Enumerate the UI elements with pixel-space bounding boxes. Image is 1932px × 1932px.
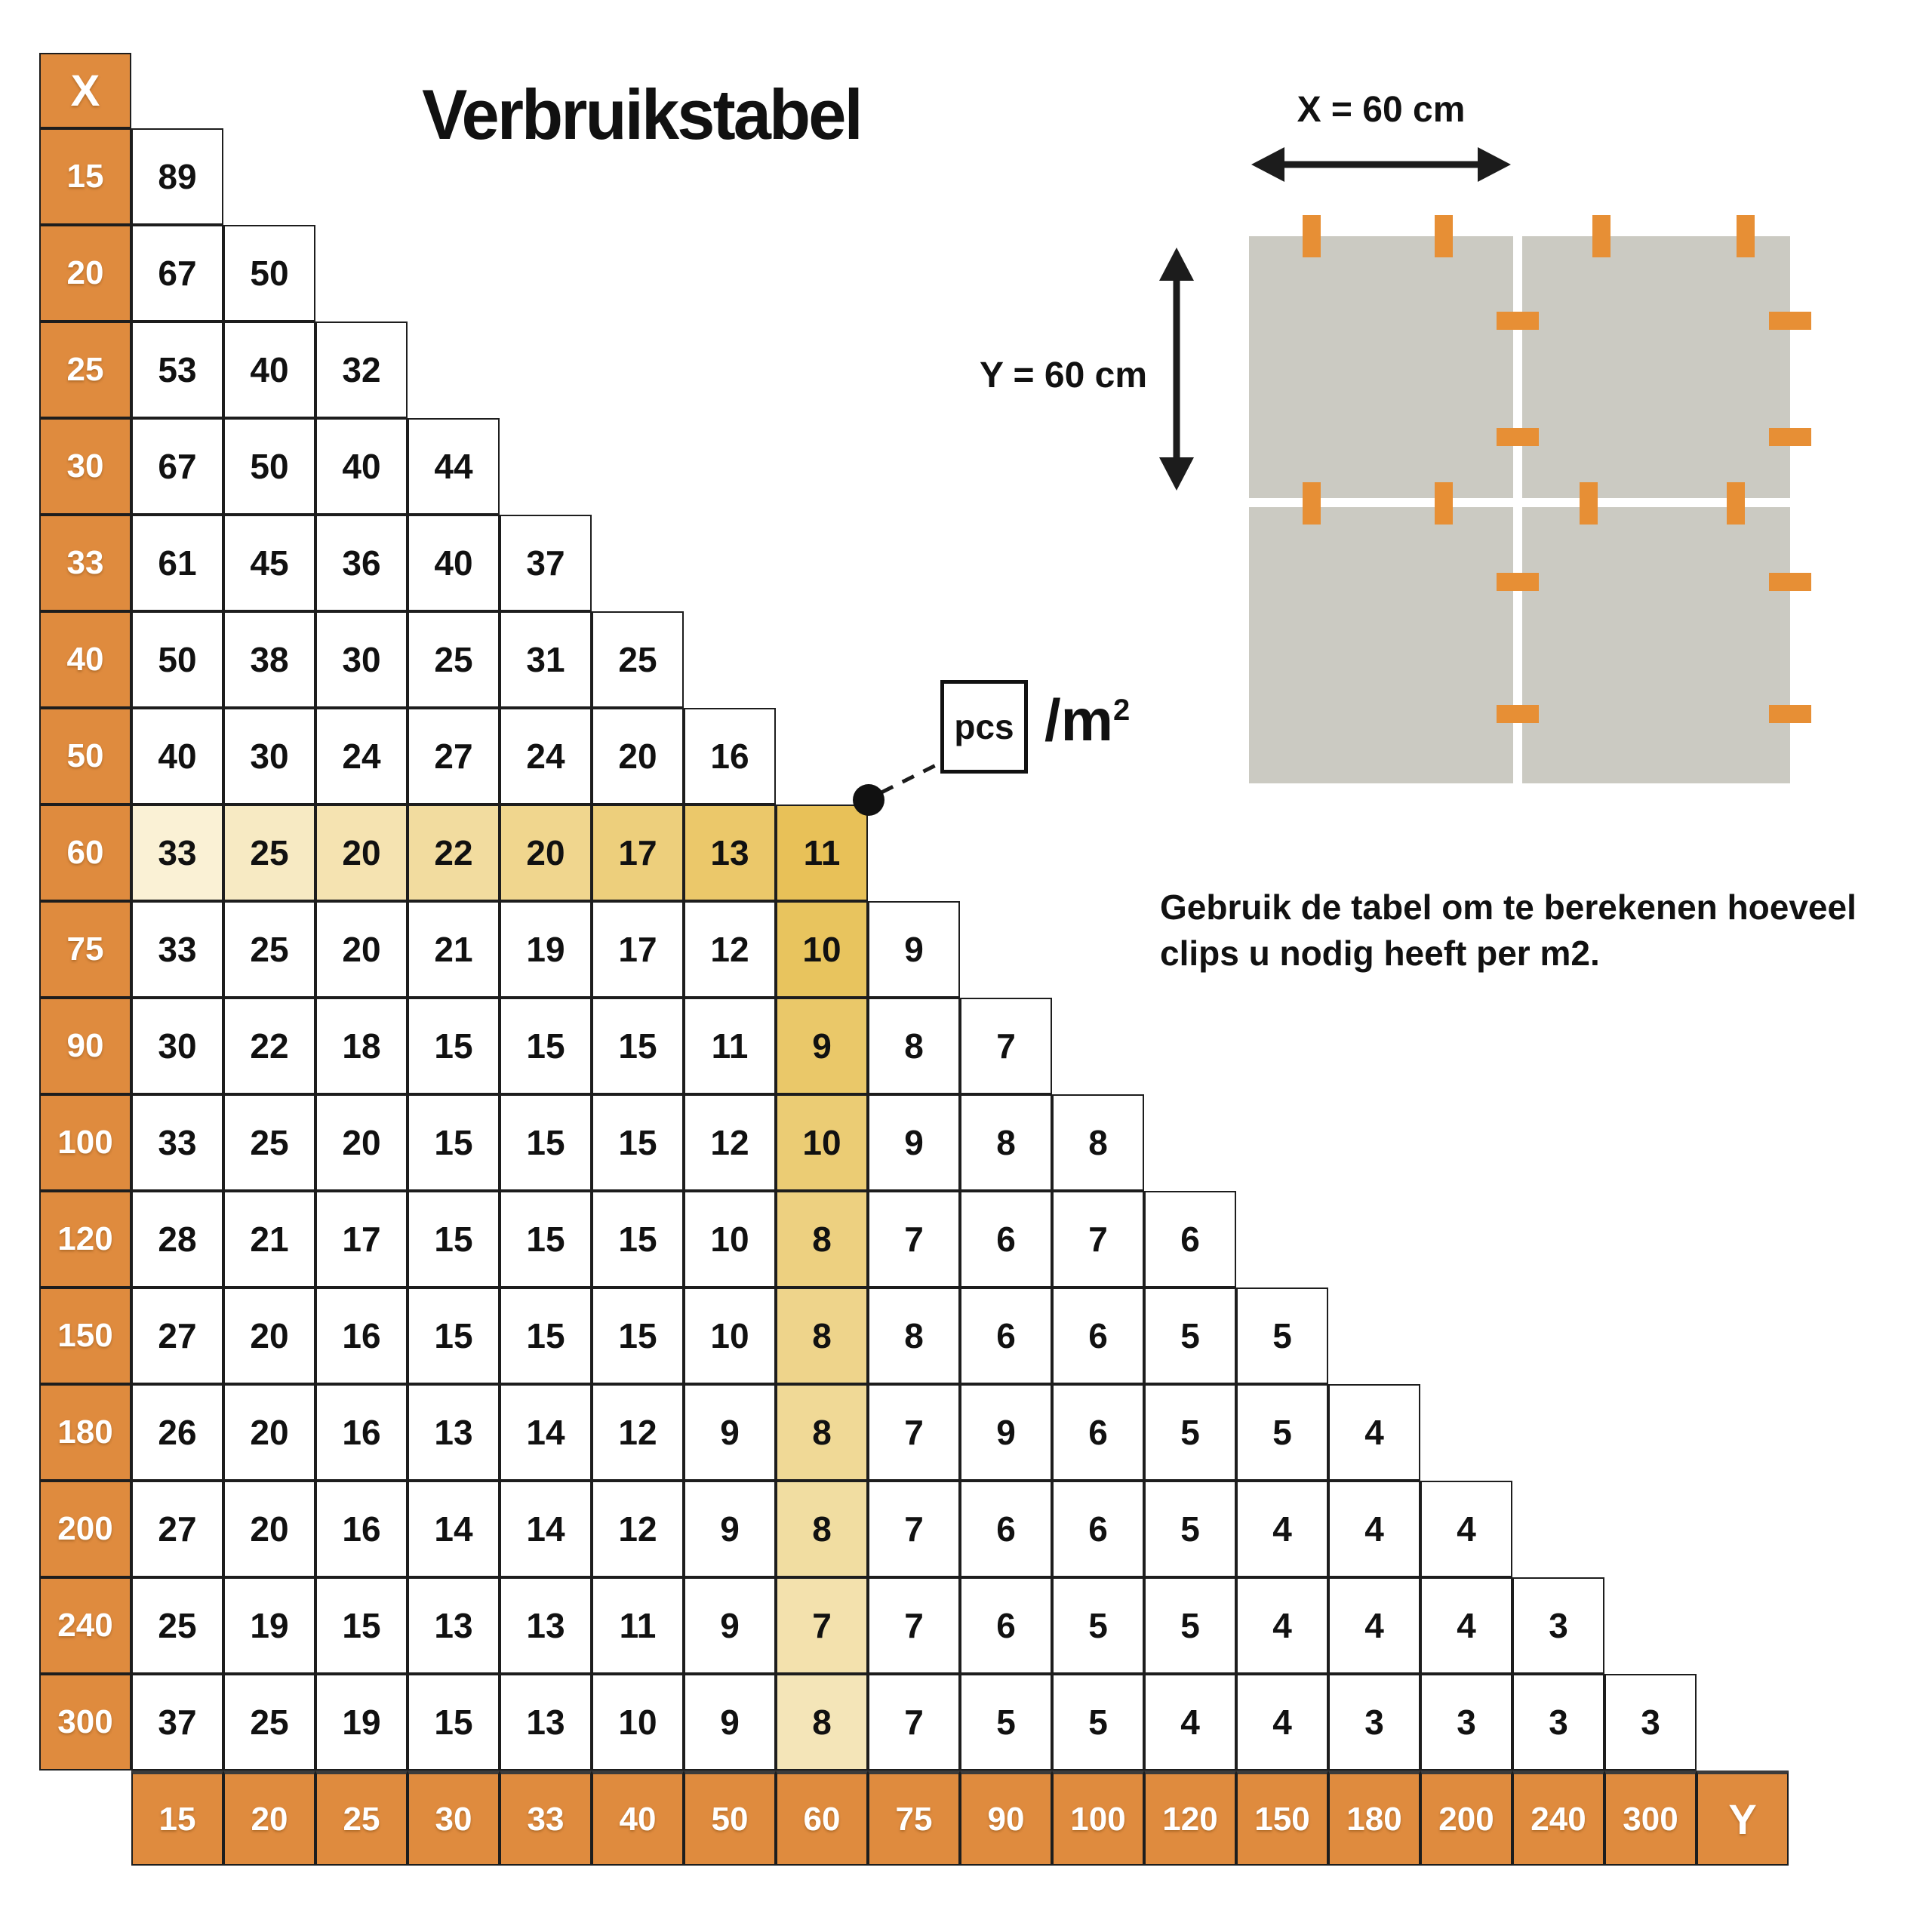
- y-axis-label: 150: [1236, 1770, 1328, 1866]
- table-cell: 32: [315, 321, 408, 418]
- table-cell: 8: [776, 1191, 868, 1287]
- y-axis-label: 120: [1144, 1770, 1236, 1866]
- table-cell: 25: [592, 611, 684, 708]
- table-cell: 16: [684, 708, 776, 804]
- table-cell: 30: [315, 611, 408, 708]
- table-cell: 14: [408, 1481, 500, 1577]
- y-axis-label: 200: [1420, 1770, 1512, 1866]
- y-axis-label: 25: [315, 1770, 408, 1866]
- x-axis-label: 300: [39, 1674, 131, 1770]
- table-cell: 15: [408, 1191, 500, 1287]
- table-cell: 12: [684, 1094, 776, 1191]
- table-cell: 15: [500, 1191, 592, 1287]
- table-cell: 11: [684, 998, 776, 1094]
- table-cell: 5: [1236, 1384, 1328, 1481]
- usage-description: Gebruik de tabel om te berekenen hoeveel clips u nodig heeft per m2.: [1160, 888, 1857, 974]
- table-cell: 31: [500, 611, 592, 708]
- table-cell: 15: [500, 1094, 592, 1191]
- x-dimension-label: X = 60 cm: [1297, 90, 1466, 130]
- table-cell: 19: [315, 1674, 408, 1770]
- table-cell: 25: [223, 1094, 315, 1191]
- clip-icon: [1435, 482, 1453, 525]
- clip-icon: [1769, 428, 1811, 446]
- y-axis-label: 50: [684, 1770, 776, 1866]
- table-cell: 6: [960, 1191, 1052, 1287]
- table-cell: 7: [776, 1577, 868, 1674]
- table-cell: 15: [408, 1094, 500, 1191]
- table-cell: 7: [868, 1577, 960, 1674]
- table-cell: 37: [131, 1674, 223, 1770]
- table-cell: 8: [868, 998, 960, 1094]
- table-cell: 26: [131, 1384, 223, 1481]
- table-cell: 3: [1512, 1577, 1604, 1674]
- table-cell: 5: [960, 1674, 1052, 1770]
- table-cell: 33: [131, 901, 223, 998]
- y-axis-label: 33: [500, 1770, 592, 1866]
- table-cell: 25: [223, 901, 315, 998]
- table-cell: 4: [1328, 1577, 1420, 1674]
- table-cell: 67: [131, 418, 223, 515]
- x-axis-label: 30: [39, 418, 131, 515]
- table-cell: 11: [592, 1577, 684, 1674]
- table-cell: 10: [684, 1287, 776, 1384]
- y-axis-label: 75: [868, 1770, 960, 1866]
- table-cell: 40: [408, 515, 500, 611]
- table-cell: 25: [131, 1577, 223, 1674]
- table-cell: 25: [408, 611, 500, 708]
- table-cell: 22: [408, 804, 500, 901]
- table-cell: 6: [1144, 1191, 1236, 1287]
- table-cell: 15: [500, 998, 592, 1094]
- table-cell: 8: [1052, 1094, 1144, 1191]
- table-cell: 10: [776, 1094, 868, 1191]
- pcs-label: pcs: [954, 707, 1014, 746]
- table-cell: 15: [592, 1287, 684, 1384]
- table-cell: 15: [408, 998, 500, 1094]
- table-cell: 15: [592, 998, 684, 1094]
- clip-icon: [1497, 705, 1539, 723]
- table-cell: 13: [408, 1577, 500, 1674]
- x-axis-label: 60: [39, 804, 131, 901]
- table-cell: 4: [1236, 1481, 1328, 1577]
- table-cell: 53: [131, 321, 223, 418]
- table-cell: 13: [408, 1384, 500, 1481]
- table-cell: 6: [960, 1287, 1052, 1384]
- y-axis-label: 60: [776, 1770, 868, 1866]
- table-cell: 36: [315, 515, 408, 611]
- table-cell: 8: [868, 1287, 960, 1384]
- table-cell: 5: [1236, 1287, 1328, 1384]
- x-axis-label: 180: [39, 1384, 131, 1481]
- table-cell: 20: [223, 1287, 315, 1384]
- table-cell: 20: [500, 804, 592, 901]
- table-cell: 24: [315, 708, 408, 804]
- unit-callout: [940, 680, 1130, 774]
- table-cell: 10: [592, 1674, 684, 1770]
- x-axis-label: 33: [39, 515, 131, 611]
- x-axis-title: X: [39, 53, 131, 128]
- table-cell: 15: [408, 1287, 500, 1384]
- clip-icon: [1497, 428, 1539, 446]
- table-cell: 3: [1420, 1674, 1512, 1770]
- table-cell: 8: [776, 1674, 868, 1770]
- table-cell: 3: [1512, 1674, 1604, 1770]
- table-cell: 5: [1144, 1577, 1236, 1674]
- clip-icon: [1769, 705, 1811, 723]
- table-cell: 27: [131, 1287, 223, 1384]
- table-cell: 12: [592, 1384, 684, 1481]
- clip-icon: [1580, 482, 1598, 525]
- table-cell: 22: [223, 998, 315, 1094]
- table-cell: 50: [223, 225, 315, 321]
- table-cell: 9: [684, 1674, 776, 1770]
- table-cell: 67: [131, 225, 223, 321]
- table-cell: 89: [131, 128, 223, 225]
- table-cell: 4: [1144, 1674, 1236, 1770]
- clip-icon: [1303, 215, 1321, 257]
- table-cell: 19: [223, 1577, 315, 1674]
- table-cell: 30: [223, 708, 315, 804]
- table-cell: 9: [684, 1384, 776, 1481]
- table-cell: 28: [131, 1191, 223, 1287]
- table-cell: 15: [592, 1191, 684, 1287]
- table-cell: 6: [960, 1577, 1052, 1674]
- table-cell: 6: [1052, 1481, 1144, 1577]
- table-cell: 20: [315, 1094, 408, 1191]
- table-cell: 9: [868, 901, 960, 998]
- table-cell: 38: [223, 611, 315, 708]
- table-cell: 9: [684, 1577, 776, 1674]
- table-cell: 5: [1144, 1384, 1236, 1481]
- table-cell: 4: [1328, 1481, 1420, 1577]
- x-dimension-arrow-icon: [1251, 147, 1511, 182]
- table-cell: 4: [1328, 1384, 1420, 1481]
- y-axis-title: Y: [1697, 1770, 1789, 1866]
- table-cell: 6: [960, 1481, 1052, 1577]
- table-cell: 13: [684, 804, 776, 901]
- x-axis-label: 40: [39, 611, 131, 708]
- table-cell: 12: [684, 901, 776, 998]
- table-cell: 14: [500, 1481, 592, 1577]
- table-cell: 10: [776, 901, 868, 998]
- table-cell: 15: [315, 1577, 408, 1674]
- y-axis-label: 180: [1328, 1770, 1420, 1866]
- table-cell: 7: [868, 1384, 960, 1481]
- table-cell: 20: [315, 804, 408, 901]
- table-cell: 17: [592, 804, 684, 901]
- x-axis-label: 75: [39, 901, 131, 998]
- y-dimension-label: Y = 60 cm: [980, 355, 1147, 395]
- y-axis-label: 40: [592, 1770, 684, 1866]
- y-axis-label: 90: [960, 1770, 1052, 1866]
- ceiling-tile: [1522, 236, 1790, 498]
- table-cell: 33: [131, 804, 223, 901]
- ceiling-tile: [1249, 507, 1513, 783]
- table-cell: 30: [131, 998, 223, 1094]
- table-cell: 3: [1328, 1674, 1420, 1770]
- clip-icon: [1497, 573, 1539, 591]
- page-title: Verbruikstabel: [422, 75, 861, 154]
- table-cell: 40: [131, 708, 223, 804]
- table-cell: 11: [776, 804, 868, 901]
- table-cell: 13: [500, 1674, 592, 1770]
- x-axis-label: 15: [39, 128, 131, 225]
- clip-icon: [1592, 215, 1611, 257]
- table-cell: 6: [1052, 1287, 1144, 1384]
- table-cell: 10: [684, 1191, 776, 1287]
- table-cell: 15: [592, 1094, 684, 1191]
- table-cell: 9: [776, 998, 868, 1094]
- y-axis-label: 300: [1604, 1770, 1697, 1866]
- clip-icon: [1737, 215, 1755, 257]
- table-cell: 27: [131, 1481, 223, 1577]
- table-cell: 40: [315, 418, 408, 515]
- table-cell: 7: [868, 1481, 960, 1577]
- table-cell: 37: [500, 515, 592, 611]
- table-cell: 17: [315, 1191, 408, 1287]
- table-cell: 9: [684, 1481, 776, 1577]
- table-cell: 20: [223, 1481, 315, 1577]
- table-cell: 7: [1052, 1191, 1144, 1287]
- table-cell: 40: [223, 321, 315, 418]
- table-cell: 27: [408, 708, 500, 804]
- table-cell: 5: [1144, 1287, 1236, 1384]
- clip-icon: [1727, 482, 1745, 525]
- table-cell: 4: [1420, 1577, 1512, 1674]
- table-cell: 7: [868, 1674, 960, 1770]
- clip-icon: [1769, 312, 1811, 330]
- table-cell: 15: [408, 1674, 500, 1770]
- y-axis-label: 15: [131, 1770, 223, 1866]
- table-cell: 21: [223, 1191, 315, 1287]
- table-cell: 15: [500, 1287, 592, 1384]
- table-cell: 16: [315, 1287, 408, 1384]
- x-axis-label: 120: [39, 1191, 131, 1287]
- table-cell: 8: [960, 1094, 1052, 1191]
- table-cell: 5: [1052, 1674, 1144, 1770]
- x-axis-label: 200: [39, 1481, 131, 1577]
- x-axis-label: 100: [39, 1094, 131, 1191]
- table-cell: 3: [1604, 1674, 1697, 1770]
- table-cell: 61: [131, 515, 223, 611]
- table-cell: 20: [315, 901, 408, 998]
- table-cell: 5: [1144, 1481, 1236, 1577]
- y-axis-label: 30: [408, 1770, 500, 1866]
- table-cell: 50: [223, 418, 315, 515]
- table-cell: 21: [408, 901, 500, 998]
- table-cell: 50: [131, 611, 223, 708]
- per-m2-label: $/m^2$: [1044, 687, 1131, 753]
- table-cell: 20: [592, 708, 684, 804]
- table-cell: 5: [1052, 1577, 1144, 1674]
- table-cell: 33: [131, 1094, 223, 1191]
- table-cell: 16: [315, 1384, 408, 1481]
- table-cell: 14: [500, 1384, 592, 1481]
- x-axis-label: 20: [39, 225, 131, 321]
- table-cell: 9: [868, 1094, 960, 1191]
- x-axis-label: 90: [39, 998, 131, 1094]
- clip-icon: [1435, 215, 1453, 257]
- table-cell: 18: [315, 998, 408, 1094]
- y-axis-label: 240: [1512, 1770, 1604, 1866]
- table-cell: 44: [408, 418, 500, 515]
- x-axis-label: 25: [39, 321, 131, 418]
- y-axis-label: 20: [223, 1770, 315, 1866]
- x-axis-label: 50: [39, 708, 131, 804]
- callout-dashed-line: [881, 764, 939, 792]
- table-cell: 6: [1052, 1384, 1144, 1481]
- table-cell: 8: [776, 1384, 868, 1481]
- table-cell: 12: [592, 1481, 684, 1577]
- table-cell: 19: [500, 901, 592, 998]
- table-cell: 20: [223, 1384, 315, 1481]
- clip-icon: [1497, 312, 1539, 330]
- table-cell: 7: [960, 998, 1052, 1094]
- table-cell: 16: [315, 1481, 408, 1577]
- x-axis-label: 240: [39, 1577, 131, 1674]
- table-cell: 4: [1236, 1674, 1328, 1770]
- table-cell: 8: [776, 1481, 868, 1577]
- table-cell: 9: [960, 1384, 1052, 1481]
- table-cell: 25: [223, 1674, 315, 1770]
- pcs-unit-box: [940, 680, 1028, 774]
- y-axis-label: 100: [1052, 1770, 1144, 1866]
- table-cell: 45: [223, 515, 315, 611]
- table-cell: 4: [1420, 1481, 1512, 1577]
- clip-icon: [1303, 482, 1321, 525]
- clip-icon: [1769, 573, 1811, 591]
- ceiling-tile: [1249, 236, 1513, 498]
- table-cell: 25: [223, 804, 315, 901]
- table-cell: 13: [500, 1577, 592, 1674]
- table-cell: 4: [1236, 1577, 1328, 1674]
- y-dimension-arrow-icon: [1159, 248, 1194, 491]
- x-axis-label: 150: [39, 1287, 131, 1384]
- table-cell: 7: [868, 1191, 960, 1287]
- ceiling-tile: [1522, 507, 1790, 783]
- table-cell: 24: [500, 708, 592, 804]
- table-cell: 8: [776, 1287, 868, 1384]
- table-cell: 17: [592, 901, 684, 998]
